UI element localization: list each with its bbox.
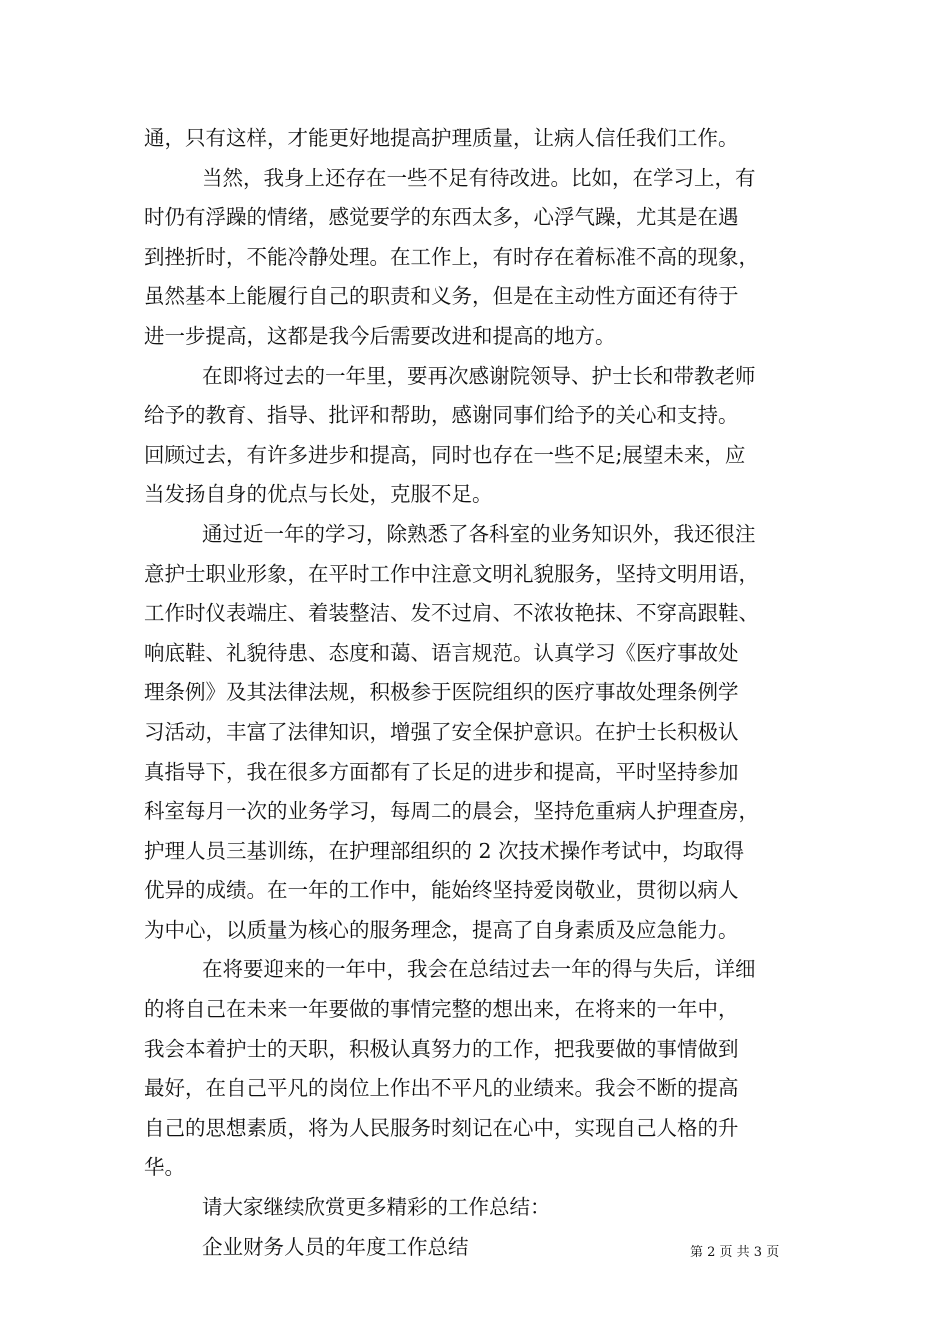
text-line: 在即将过去的一年里，要再次感谢院领导、护士长和带教老师 <box>202 363 756 388</box>
text-line: 通，只有这样，才能更好地提高护理质量，让病人信任我们工作。 <box>144 126 739 150</box>
text-line: 请大家继续欣赏更多精彩的工作总结： <box>202 1195 551 1220</box>
text-line: 在将要迎来的一年中，我会在总结过去一年的得与失后，详细 <box>202 957 756 982</box>
text-line: 工作时仪表端庄、着装整洁、发不过肩、不浓妆艳抹、不穿高跟鞋、 <box>144 601 759 626</box>
text-line: 优异的成绩。在一年的工作中，能始终坚持爱岗敬业，贯彻以病人 <box>144 878 739 903</box>
text-line: 华。 <box>144 1155 185 1180</box>
text-line: 响底鞋、礼貌待患、态度和蔼、语言规范。认真学习《医疗事故处 <box>144 640 739 665</box>
text-line: 给予的教育、指导、批评和帮助，感谢同事们给予的关心和支持。 <box>144 403 739 428</box>
text-line: 回顾过去，有许多进步和提高，同时也存在一些不足;展望未来，应 <box>144 442 746 467</box>
text-line: 时仍有浮躁的情绪，感觉要学的东西太多，心浮气躁，尤其是在遇 <box>144 205 739 230</box>
text-line: 当然，我身上还存在一些不足有待改进。比如，在学习上，有 <box>202 165 756 190</box>
text-line: 企业财务人员的年度工作总结 <box>202 1234 469 1259</box>
text-line: 到挫折时，不能冷静处理。在工作上，有时存在着标准不高的现象， <box>144 244 759 269</box>
text-line: 科室每月一次的业务学习，每周二的晨会，坚持危重病人护理查房， <box>144 799 759 824</box>
text-line: 通过近一年的学习，除熟悉了各科室的业务知识外，我还很注 <box>202 521 756 546</box>
text-line: 意护士职业形象，在平时工作中注意文明礼貌服务，坚持文明用语， <box>144 561 759 586</box>
document-body <box>144 119 812 1267</box>
text-line: 的将自己在未来一年要做的事情完整的想出来，在将来的一年中， <box>144 997 739 1022</box>
page-number-footer: 第 2 页 共 3 页 <box>690 1245 780 1260</box>
text-line: 当发扬自身的优点与长处，克服不足。 <box>144 482 493 507</box>
text-line: 进一步提高，这都是我今后需要改进和提高的地方。 <box>144 323 616 348</box>
text-line: 理条例》及其法律法规，积极参于医院组织的医疗事故处理条例学 <box>144 680 739 705</box>
text-line: 为中心，以质量为核心的服务理念，提高了自身素质及应急能力。 <box>144 917 739 942</box>
text-line: 自己的思想素质，将为人民服务时刻记在心中，实现自己人格的升 <box>144 1115 739 1140</box>
text-line: 最好，在自己平凡的岗位上作出不平凡的业绩来。我会不断的提高 <box>144 1076 739 1101</box>
text-line: 真指导下，我在很多方面都有了长足的进步和提高，平时坚持参加 <box>144 759 739 784</box>
text-line: 虽然基本上能履行自己的职责和义务，但是在主动性方面还有待于 <box>144 284 739 309</box>
text-line: 护理人员三基训练，在护理部组织的 2 次技术操作考试中，均取得 <box>144 838 745 863</box>
text-line: 习活动，丰富了法律知识，增强了安全保护意识。在护士长积极认 <box>144 719 739 744</box>
text-line: 我会本着护士的天职，积极认真努力的工作，把我要做的事情做到 <box>144 1036 739 1061</box>
